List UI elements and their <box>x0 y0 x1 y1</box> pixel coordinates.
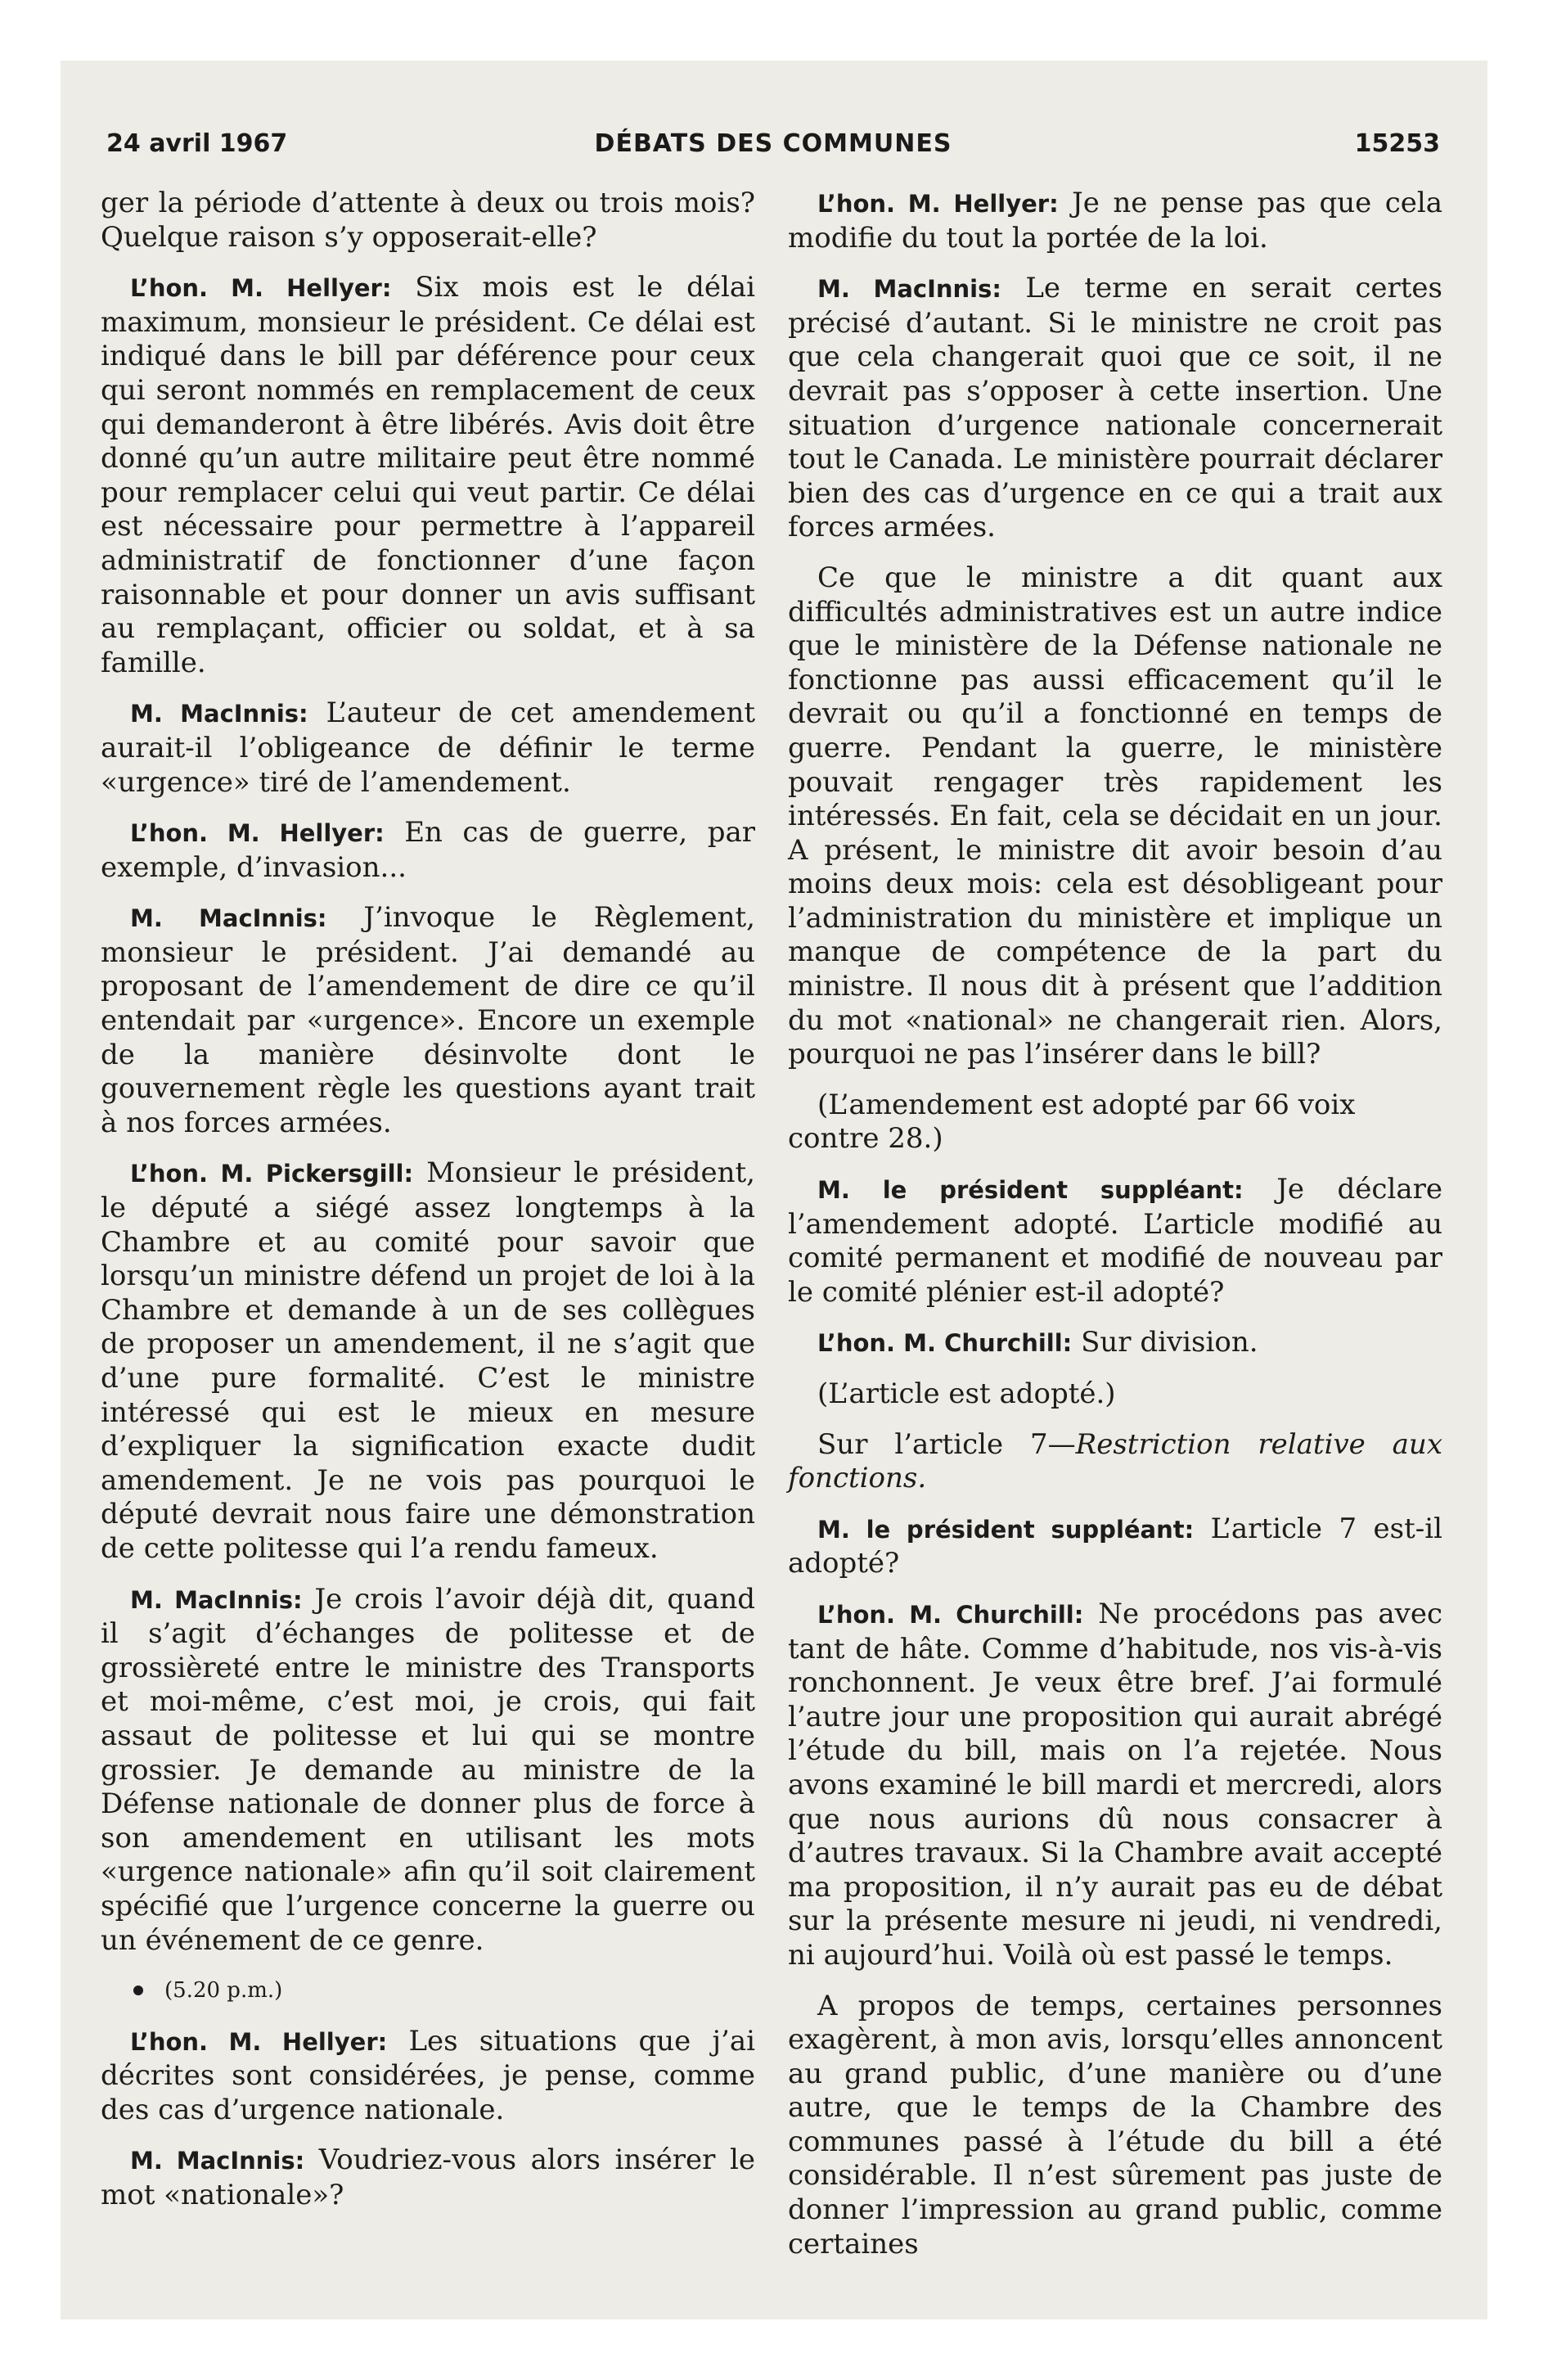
paragraph <box>101 271 755 680</box>
speaker-name: M. MacInnis: <box>817 275 1001 304</box>
speech-text: Les situations que j’ai décrites sont considérées, je pense, comme des cas d’urgence nationale. <box>101 2024 755 2126</box>
speech-text: L’auteur de cet amendement aurait-il l’obligeance de définir le terme «urgence» tiré de l’amendement. <box>101 696 755 799</box>
speaker-name: L’hon. M. Churchill: <box>817 1600 1084 1629</box>
speaker-name: M. MacInnis: <box>130 904 327 933</box>
speech-text: En cas de guerre, par exemple, d’invasion... <box>101 816 755 884</box>
speaker-name: M. le président suppléant: <box>817 1176 1244 1205</box>
paragraph <box>788 272 1442 545</box>
speaker-name: L’hon. M. Hellyer: <box>130 2027 388 2056</box>
speaker-name: L’hon. M. Pickersgill: <box>130 1160 414 1188</box>
speech-text: Six mois est le délai maximum, monsieur le président. Ce délai est indiqué dans le bill par déférence pour ceux qui seront nommés en remplacement de ceux qui demanderont à être libérés. Avis doit être donné qu’un autre militaire peut être nommé pour remplacer celui qui veut partir. Ce délai est nécessaire pour permettre à l’appareil administratif de fonctionner d’une façon raisonnable et pour donner un avis suffisant au remplaçant, officier ou soldat, et à sa famille. <box>101 271 755 679</box>
speaker-name: L’hon. M. Hellyer: <box>130 819 385 848</box>
speech-text: Sur division. <box>1081 1326 1258 1359</box>
paragraph <box>101 696 755 800</box>
paragraph <box>788 1326 1442 1361</box>
paragraph <box>101 901 755 1140</box>
speaker-name: M. MacInnis: <box>130 2147 305 2175</box>
speech-text: Je déclare l’amendement adopté. L’article modifié au comité permanent et modifié de nouveau par le comité plénier est-il adopté? <box>788 1173 1442 1309</box>
paragraph <box>101 1156 755 1566</box>
speech-text: Je crois l’avoir déjà dit, quand il s’agit d’échanges de politesse et de grossièreté entre le ministre des Transports et moi-même, c’est moi, je crois, qui fait assaut de politesse et lui qui se montre grossier. Je demande au ministre de la Défense nationale de donner plus de force à son amendement en utilisant les mots «urgence nationale» afin qu’il soit clairement spécifié que l’urgence concerne la guerre ou un événement de ce genre. <box>101 1582 755 1957</box>
paragraph <box>101 816 755 885</box>
speaker-name: M. MacInnis: <box>130 700 308 728</box>
speaker-name: M. MacInnis: <box>130 1585 303 1614</box>
speaker-name: M. le président suppléant: <box>817 1515 1195 1544</box>
paragraph: A propos de temps, certaines personnes exagèrent, à mon avis, lorsqu’elles annoncent au grand public, d’une manière ou d’une autre, que le temps de la Chambre des communes passé à l’étude du bill a été considérable. Il n’est sûrement pas juste de donner l’impression au grand public, comme certaines <box>788 1989 1442 2261</box>
header-page-number: 15253 <box>1354 129 1440 158</box>
speaker-name: L’hon. M. Hellyer: <box>817 190 1059 218</box>
paragraph <box>788 1598 1442 1973</box>
time-text: (5.20 p.m.) <box>164 1978 283 2004</box>
paragraph <box>788 1173 1442 1309</box>
paragraph <box>101 1583 755 1959</box>
right-column <box>788 187 1442 2278</box>
article-title: Restriction relative aux fonctions. <box>788 1427 1442 1495</box>
bullet-icon <box>133 1986 143 1995</box>
page-header <box>106 123 1440 164</box>
speech-text: Voudriez-vous alors insérer le mot «nationale»? <box>101 2143 755 2212</box>
paragraph <box>101 2025 755 2128</box>
time-marker <box>101 1974 755 2008</box>
speech-text: Monsieur le président, le député a siégé assez longtemps à la Chambre et au comité pour savoir que lorsqu’un ministre défend un projet de loi à la Chambre et demande à un de ses collègues de proposer un amendement, il ne s’agit que d’une pure formalité. C’est le ministre intéressé qui est le mieux en mesure d’expliquer la signification exacte dudit amendement. Je ne vois pas pourquoi le député devrait nous faire une démonstration de cette politesse qui l’a rendu fameux. <box>101 1156 755 1565</box>
paragraph <box>101 2143 755 2212</box>
paragraph <box>788 187 1442 255</box>
article-prefix: Sur l’article 7— <box>817 1427 1076 1461</box>
procedural-note: (L’amendement est adopté par 66 voix contre 28.) <box>788 1088 1356 1156</box>
procedural-note: (L’article est adopté.) <box>817 1377 1116 1410</box>
speech-text: Ne procédons pas avec tant de hâte. Comme d’habitude, nos vis-à-vis ronchonnent. Je veux être bref. J’ai formulé l’autre jour une proposition qui aurait abrégé l’étude du bill, mais on l’a rejetée. Nous avons examiné le bill mardi et mercredi, alors que nous aurions dû nous consacrer à d’autres travaux. Si la Chambre avait accepté ma proposition, il n’y aurait pas eu de débat sur la présente mesure ni jeudi, ni vendredi, ni aujourd’hui. Voilà où est passé le temps. <box>788 1597 1442 1972</box>
speech-text: Le terme en serait certes précisé d’autant. Si le ministre ne croit pas que cela changerait quoi que ce soit, il ne devrait pas s’opposer à cette insertion. Une situation d’urgence nationale concernerait tout le Canada. Le ministère pourrait déclarer bien des cas d’urgence en ce qui a trait aux forces armées. <box>788 272 1442 544</box>
speech-text: L’article 7 est-il adopté? <box>788 1512 1442 1580</box>
speaker-name: L’hon. M. Hellyer: <box>130 274 392 303</box>
header-date: 24 avril 1967 <box>106 129 288 158</box>
header-title: DÉBATS DES COMMUNES <box>594 129 952 158</box>
speech-text: J’invoque le Règlement, monsieur le président. J’ai demandé au proposant de l’amendement de dire ce qu’il entendait par «urgence». Encore un exemple de la manière désinvolte dont le gouvernement règle les questions ayant trait à nos forces armées. <box>101 901 755 1139</box>
left-column <box>101 187 755 2229</box>
paragraph: ger la période d’attente à deux ou trois mois? Quelque raison s’y opposerait-elle? <box>101 187 755 254</box>
paragraph <box>788 1512 1442 1581</box>
paragraph: Ce que le ministre a dit quant aux difficultés administratives est un autre indice que le ministère de la Défense nationale ne fonctionne pas aussi efficacement qu’il le devrait ou qu’il a fonctionné en temps de guerre. Pendant la guerre, le ministère pouvait rengager très rapidement les intéressés. En fait, cela se décidait en un jour. A présent, le ministre dit avoir besoin d’au moins deux mois: cela est désobligeant pour l’administration du ministère et implique un manque de compétence de la part du ministre. Il nous dit à présent que l’addition du mot «national» ne changerait rien. Alors, pourquoi ne pas l’insérer dans le bill? <box>788 561 1442 1071</box>
speech-text: Je ne pense pas que cela modifie du tout la portée de la loi. <box>788 187 1443 255</box>
speaker-name: L’hon. M. Churchill: <box>817 1329 1073 1358</box>
article-heading <box>788 1428 1442 1496</box>
